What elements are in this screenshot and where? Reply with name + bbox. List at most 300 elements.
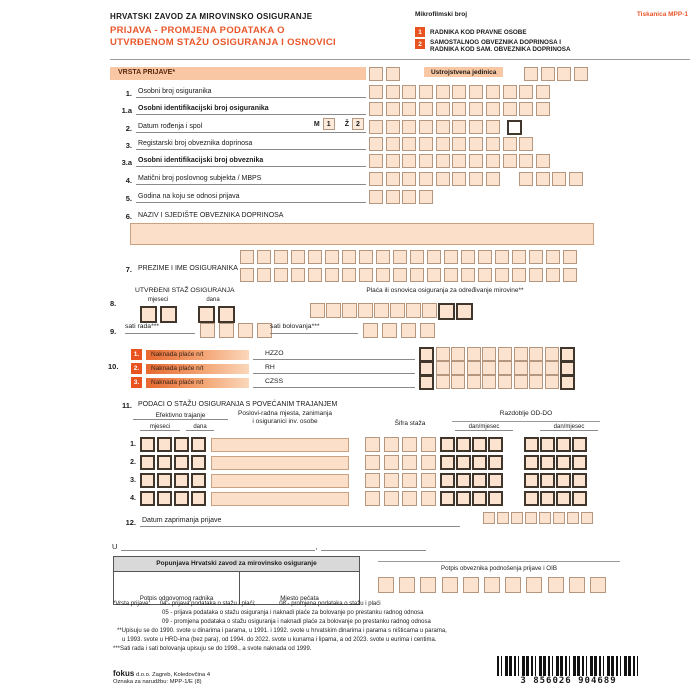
form-cell[interactable] [536, 172, 550, 186]
form-cell[interactable] [421, 455, 436, 470]
form-cell[interactable] [524, 455, 539, 470]
form-cell[interactable] [440, 491, 455, 506]
form-cell[interactable] [472, 491, 487, 506]
form-cell[interactable] [420, 577, 436, 593]
form-cell[interactable] [410, 268, 424, 282]
form-cell[interactable] [569, 172, 583, 186]
form-cell[interactable] [486, 102, 500, 116]
form-cell[interactable] [386, 190, 400, 204]
staz-row-1-duration-cells [140, 437, 206, 452]
form-cell[interactable] [486, 120, 500, 134]
form-cell[interactable] [488, 473, 503, 488]
field-row-5 [110, 189, 366, 203]
form-cell[interactable] [291, 250, 305, 264]
form-cell[interactable] [393, 250, 407, 264]
field-1a-label: Osobni identifikacijski broj osiguranika [136, 105, 366, 115]
form-cell[interactable] [384, 455, 399, 470]
form-cell[interactable] [386, 102, 400, 116]
form-cell[interactable] [469, 85, 483, 99]
staz-row-1-from-cells [440, 437, 503, 452]
form-cell[interactable] [140, 306, 157, 323]
form-cell[interactable] [342, 303, 357, 318]
form-cell[interactable] [342, 250, 356, 264]
form-cell[interactable] [503, 102, 517, 116]
form-cell[interactable] [452, 102, 466, 116]
form-cell[interactable] [469, 120, 483, 134]
form-cell[interactable] [419, 120, 433, 134]
form-cell[interactable] [359, 268, 373, 282]
form-cell[interactable] [483, 512, 495, 524]
form-cell[interactable] [402, 473, 417, 488]
form-cell[interactable] [526, 577, 542, 593]
form-cell[interactable] [488, 491, 503, 506]
col-months: mjeseci [140, 424, 180, 431]
form-cell[interactable] [257, 250, 271, 264]
form-cell[interactable] [486, 172, 500, 186]
form-cell[interactable] [536, 154, 550, 168]
form-cell[interactable] [427, 268, 441, 282]
form-cell[interactable] [529, 361, 543, 375]
form-cell[interactable] [556, 455, 571, 470]
form-cell[interactable] [421, 437, 436, 452]
col-effective-duration: Efektivno trajanje [133, 412, 228, 420]
form-cell[interactable] [157, 437, 172, 452]
form-cell[interactable] [342, 268, 356, 282]
form-cell[interactable] [540, 437, 555, 452]
form-cell[interactable] [369, 154, 383, 168]
form-cell[interactable] [472, 455, 487, 470]
field-8-num: 8. [110, 299, 117, 308]
staz-row-4-duration-cells [140, 491, 206, 506]
form-cell[interactable] [498, 347, 512, 361]
form-cell[interactable] [461, 250, 475, 264]
staz-months-cells [140, 306, 177, 323]
form-cell[interactable] [421, 491, 436, 506]
staz-row-3-job-bar[interactable] [211, 474, 349, 488]
form-cell[interactable] [157, 491, 172, 506]
form-cell[interactable] [274, 250, 288, 264]
header-divider [110, 59, 690, 60]
form-cell[interactable] [436, 120, 450, 134]
form-cell[interactable] [402, 491, 417, 506]
staz-row-3-duration-cells [140, 473, 206, 488]
form-cell[interactable] [436, 85, 450, 99]
form-cell[interactable] [556, 491, 571, 506]
hzmo-table-header: Popunjava Hrvatski zavod za mirovinsko osiguranje [114, 557, 359, 572]
employer-name-input-bar[interactable] [130, 223, 594, 245]
form-cell[interactable] [401, 323, 416, 338]
form-cell[interactable] [390, 303, 405, 318]
form-cell[interactable] [512, 250, 526, 264]
form-cell[interactable] [308, 268, 322, 282]
form-cell[interactable] [393, 268, 407, 282]
field-row-3 [110, 136, 366, 150]
form-cell[interactable] [514, 375, 528, 389]
unit-label: Ustrojstvena jedinica [424, 67, 503, 77]
form-cell[interactable] [386, 85, 400, 99]
form-cell[interactable] [386, 154, 400, 168]
form-cell[interactable] [402, 120, 416, 134]
form-cell[interactable] [419, 102, 433, 116]
form-cell[interactable] [469, 172, 483, 186]
sex-male-code-cell[interactable]: 1 [323, 118, 335, 130]
form-cell[interactable] [482, 375, 496, 389]
form-cell[interactable] [545, 375, 559, 389]
form-cell[interactable] [497, 512, 509, 524]
form-cell[interactable] [198, 306, 215, 323]
form-cell[interactable] [419, 154, 433, 168]
form-cell[interactable] [436, 347, 450, 361]
col-staz-code: Šifra staža [394, 420, 426, 427]
form-cell[interactable] [563, 268, 577, 282]
form-cell[interactable] [374, 303, 389, 318]
form-cell[interactable] [574, 67, 588, 81]
field-7-label: PREZIME I IME OSIGURANIKA [138, 265, 238, 272]
form-cell[interactable] [420, 323, 435, 338]
form-cell[interactable] [519, 172, 533, 186]
form-cell[interactable] [456, 303, 473, 320]
form-cell[interactable] [569, 577, 585, 593]
form-cell[interactable] [519, 102, 533, 116]
form-cell[interactable] [540, 455, 555, 470]
form-cell[interactable] [369, 67, 383, 81]
form-cell[interactable] [546, 250, 560, 264]
form-cell[interactable] [563, 250, 577, 264]
form-cell[interactable] [503, 154, 517, 168]
form-cell[interactable] [556, 473, 571, 488]
form-cell[interactable] [567, 512, 579, 524]
form-cell[interactable] [467, 375, 481, 389]
form-cell[interactable] [402, 190, 416, 204]
form-cell[interactable] [369, 190, 383, 204]
payer-signature-line[interactable] [378, 561, 620, 562]
form-cell[interactable] [556, 437, 571, 452]
form-cell[interactable] [452, 137, 466, 151]
form-cell[interactable] [519, 137, 533, 151]
form-cell[interactable] [505, 577, 521, 593]
form-cell[interactable] [581, 512, 593, 524]
form-cell[interactable] [503, 137, 517, 151]
form-cell[interactable] [488, 437, 503, 452]
form-cell[interactable] [419, 190, 433, 204]
form-cell[interactable] [553, 512, 565, 524]
form-cell[interactable] [386, 67, 400, 81]
allowance-1-agency: HZZO [253, 350, 415, 360]
form-cell[interactable] [524, 491, 539, 506]
form-cell[interactable] [378, 577, 394, 593]
form-cell[interactable] [369, 85, 383, 99]
form-cell[interactable] [174, 491, 189, 506]
form-cell[interactable] [511, 512, 523, 524]
form-cell[interactable] [386, 137, 400, 151]
staz-row-1-job-bar[interactable] [211, 438, 349, 452]
form-cell[interactable] [456, 491, 471, 506]
form-cell[interactable] [514, 361, 528, 375]
form-cell[interactable] [191, 473, 206, 488]
form-cell[interactable] [219, 323, 234, 338]
form-cell[interactable] [546, 268, 560, 282]
form-cell[interactable] [419, 137, 433, 151]
form-cell[interactable] [541, 67, 555, 81]
form-cell[interactable] [310, 303, 325, 318]
field-12-num: 12. [125, 518, 136, 527]
form-cell[interactable] [358, 303, 373, 318]
form-cell[interactable] [444, 268, 458, 282]
form-cell[interactable] [495, 268, 509, 282]
form-cell[interactable] [402, 437, 417, 452]
form-cell[interactable] [524, 473, 539, 488]
form-cell[interactable] [545, 361, 559, 375]
form-cell[interactable] [160, 306, 177, 323]
form-cell[interactable] [382, 323, 397, 338]
form-cell[interactable] [590, 577, 606, 593]
form-cell[interactable] [463, 577, 479, 593]
form-cell[interactable] [174, 455, 189, 470]
col-jobs-line2: i osiguranici inv. osobe [252, 418, 318, 425]
form-cell[interactable] [436, 375, 450, 389]
form-cell[interactable] [419, 347, 434, 362]
barcode-digits: 3 856026 904689 [495, 676, 642, 686]
form-cell[interactable] [488, 455, 503, 470]
place-input-line[interactable] [121, 541, 318, 551]
form-cell[interactable] [436, 102, 450, 116]
date-input-line[interactable] [321, 541, 426, 551]
form-cell[interactable] [529, 268, 543, 282]
form-cell[interactable] [384, 491, 399, 506]
form-cell[interactable] [452, 120, 466, 134]
form-cell[interactable] [440, 455, 455, 470]
form-cell[interactable] [240, 250, 254, 264]
form-cell[interactable] [478, 250, 492, 264]
form-cell[interactable] [402, 172, 416, 186]
form-cell[interactable] [456, 437, 471, 452]
form-cell[interactable] [469, 154, 483, 168]
form-cell[interactable] [442, 577, 458, 593]
allowance-2-cell-last [560, 361, 575, 376]
form-cell[interactable] [399, 577, 415, 593]
form-cell[interactable] [140, 491, 155, 506]
field-row-4 [110, 171, 366, 185]
form-cell[interactable] [498, 375, 512, 389]
form-cell[interactable] [461, 268, 475, 282]
form-cell[interactable] [402, 154, 416, 168]
form-cell[interactable] [402, 102, 416, 116]
form-cell[interactable] [440, 473, 455, 488]
form-cell[interactable] [174, 437, 189, 452]
form-cell[interactable] [486, 137, 500, 151]
form-cell[interactable] [406, 303, 421, 318]
form-cell[interactable] [507, 120, 522, 135]
staz-row-4-job-bar[interactable] [211, 492, 349, 506]
form-cell[interactable] [427, 250, 441, 264]
form-cell[interactable] [191, 437, 206, 452]
form-cell[interactable] [325, 268, 339, 282]
allowance-3-bar: Naknada plaće n/t [146, 378, 249, 388]
form-cell[interactable] [572, 455, 587, 470]
form-cell[interactable] [326, 303, 341, 318]
form-cell[interactable] [369, 102, 383, 116]
form-cell[interactable] [384, 437, 399, 452]
form-cell[interactable] [376, 268, 390, 282]
form-cell[interactable] [451, 375, 465, 389]
form-cell[interactable] [402, 137, 416, 151]
vrsta-prijave-cells [369, 67, 400, 81]
form-cell[interactable] [529, 347, 543, 361]
form-cell[interactable] [548, 577, 564, 593]
form-cell[interactable] [386, 172, 400, 186]
form-cell[interactable] [140, 455, 155, 470]
form-cell[interactable] [419, 361, 434, 376]
form-cell[interactable] [191, 491, 206, 506]
form-cell[interactable] [436, 361, 450, 375]
barcode [497, 656, 640, 678]
form-cell[interactable] [478, 268, 492, 282]
form-cell[interactable] [365, 455, 380, 470]
allowance-row-3 [131, 375, 575, 390]
form-cell[interactable] [291, 268, 305, 282]
form-cell[interactable] [467, 361, 481, 375]
form-cell[interactable] [452, 172, 466, 186]
form-cell[interactable] [359, 250, 373, 264]
form-cell[interactable] [157, 473, 172, 488]
form-cell[interactable] [384, 473, 399, 488]
form-cell[interactable] [365, 491, 380, 506]
form-cell[interactable] [200, 323, 215, 338]
form-cell[interactable] [498, 361, 512, 375]
form-cell[interactable] [572, 437, 587, 452]
form-cell[interactable] [365, 473, 380, 488]
form-cell[interactable] [524, 67, 538, 81]
form-cell[interactable] [274, 268, 288, 282]
form-cell[interactable] [451, 347, 465, 361]
signature-officer-cell[interactable]: Potpis odgovornog radnika [114, 572, 240, 604]
form-cell[interactable] [422, 303, 437, 318]
col-days: dana [186, 424, 214, 431]
form-cell[interactable] [402, 85, 416, 99]
form-cell[interactable] [440, 437, 455, 452]
form-cell[interactable] [540, 491, 555, 506]
form-cell[interactable] [376, 250, 390, 264]
form-cell[interactable] [482, 361, 496, 375]
form-cell[interactable] [486, 85, 500, 99]
form-cell[interactable] [240, 268, 254, 282]
form-cell[interactable] [486, 154, 500, 168]
form-cell[interactable] [410, 250, 424, 264]
form-cell[interactable] [386, 120, 400, 134]
staz-row-4-from-cells [440, 491, 503, 506]
form-cell[interactable] [444, 250, 458, 264]
form-cell[interactable] [472, 473, 487, 488]
form-cell[interactable] [557, 67, 571, 81]
form-cell[interactable] [257, 268, 271, 282]
form-cell[interactable] [218, 306, 235, 323]
form-cell[interactable] [572, 473, 587, 488]
form-cell[interactable] [363, 323, 378, 338]
footnote-code-08: 08 - promjena podataka o stažu i plaći [279, 601, 381, 607]
form-cell[interactable] [369, 172, 383, 186]
form-cell[interactable] [495, 250, 509, 264]
staz-days-cells [198, 306, 235, 323]
form-cell[interactable] [482, 347, 496, 361]
form-cell[interactable] [419, 375, 434, 390]
form-cell[interactable] [436, 137, 450, 151]
form-cell[interactable] [369, 120, 383, 134]
form-cell[interactable] [519, 154, 533, 168]
form-cell[interactable] [525, 512, 537, 524]
type-1-badge[interactable]: 1 [415, 27, 425, 37]
form-cell[interactable] [529, 250, 543, 264]
field-5-label: Godina na koju se odnosi prijava [136, 193, 366, 203]
form-cell[interactable] [536, 102, 550, 116]
form-cell[interactable] [140, 437, 155, 452]
form-cell[interactable] [469, 102, 483, 116]
form-cell[interactable] [467, 347, 481, 361]
form-cell[interactable] [472, 437, 487, 452]
form-cell[interactable] [419, 172, 433, 186]
form-cell[interactable] [519, 85, 533, 99]
form-cell[interactable] [308, 250, 322, 264]
form-cell[interactable] [560, 375, 575, 390]
form-cell[interactable] [484, 577, 500, 593]
form-cell[interactable] [451, 361, 465, 375]
type-2-badge[interactable]: 2 [415, 39, 425, 49]
staz-row-3-from-cells [440, 473, 503, 488]
form-cell[interactable] [539, 512, 551, 524]
form-cell[interactable] [456, 473, 471, 488]
form-cell[interactable] [365, 437, 380, 452]
form-cell[interactable] [421, 473, 436, 488]
form-cell[interactable] [436, 172, 450, 186]
stamp-place-cell[interactable]: Mjesto pečata [280, 595, 319, 602]
form-cell[interactable] [436, 154, 450, 168]
field-row-12 [110, 513, 460, 527]
form-cell[interactable] [452, 154, 466, 168]
form-cell[interactable] [325, 250, 339, 264]
form-cell[interactable] [191, 455, 206, 470]
form-cell[interactable] [529, 375, 543, 389]
form-cell[interactable] [572, 491, 587, 506]
sex-male-label: M [313, 120, 320, 128]
form-cell[interactable] [545, 347, 559, 361]
staz-row-2-job-bar[interactable] [211, 456, 349, 470]
salary-basis-decimal-cells [438, 303, 473, 320]
staz-row-2-num: 2. [130, 459, 136, 466]
form-cell[interactable] [560, 361, 575, 376]
form-cell[interactable] [503, 85, 517, 99]
form-cell[interactable] [157, 455, 172, 470]
form-cell[interactable] [540, 473, 555, 488]
form-cell[interactable] [140, 473, 155, 488]
form-cell[interactable] [560, 347, 575, 362]
form-cell[interactable] [402, 455, 417, 470]
field-3a-cells [369, 154, 550, 168]
form-cell[interactable] [512, 268, 526, 282]
form-cell[interactable] [514, 347, 528, 361]
form-cell[interactable] [238, 323, 253, 338]
form-cell[interactable] [536, 85, 550, 99]
form-cell[interactable] [174, 473, 189, 488]
form-cell[interactable] [524, 437, 539, 452]
form-cell[interactable] [419, 85, 433, 99]
form-cell[interactable] [456, 455, 471, 470]
form-cell[interactable] [438, 303, 455, 320]
sex-female-code-cell[interactable]: 2 [352, 118, 364, 130]
form-cell[interactable] [452, 85, 466, 99]
salary-basis-label: Plaća ili osnovica osiguranja za određivanje mirovine** [366, 287, 524, 294]
form-cell[interactable] [369, 137, 383, 151]
form-cell[interactable] [469, 137, 483, 151]
form-cell[interactable] [552, 172, 566, 186]
